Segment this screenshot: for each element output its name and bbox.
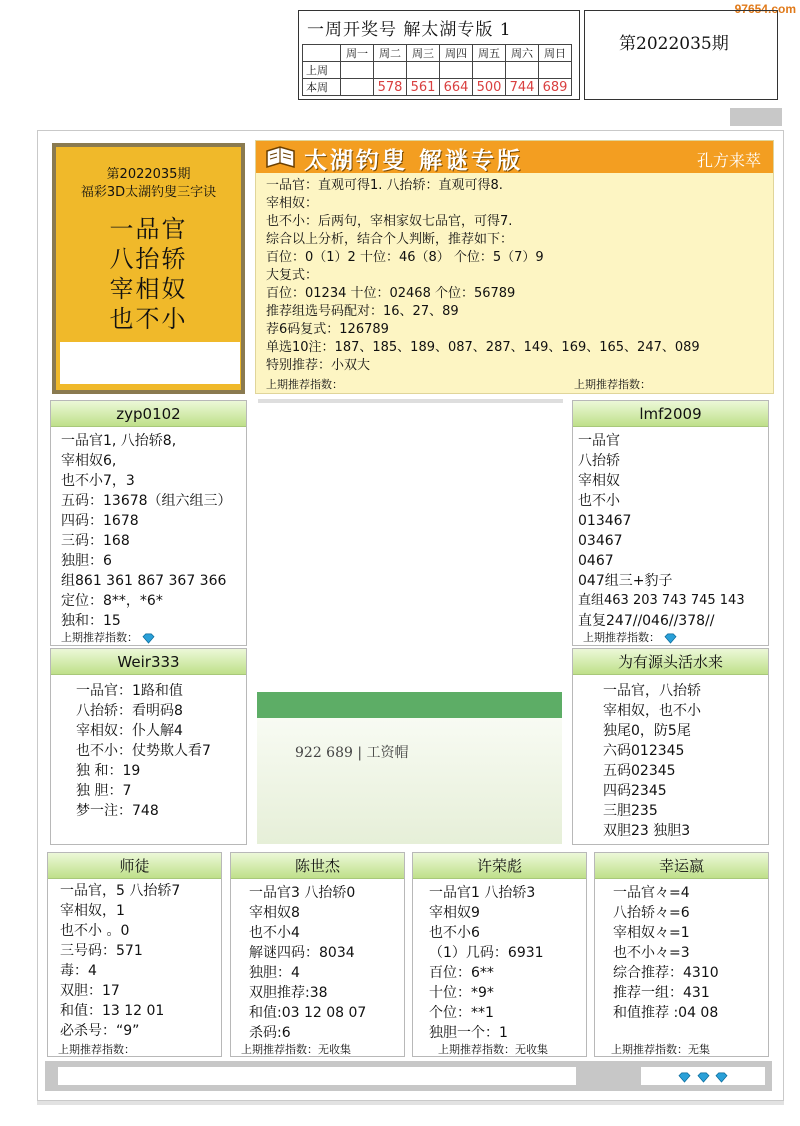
weekday-cell: 周五 [473, 45, 506, 62]
frame-bottom-strip [37, 1101, 784, 1105]
pick-line: 也不小 [578, 493, 620, 509]
pick-line: 十位：*9* [429, 985, 494, 1001]
draw-row-this-week [303, 79, 572, 96]
pick-line: 直复247//046//378// [578, 613, 715, 629]
weekly-draw-table-box [298, 10, 580, 100]
pick-line: 一品官1 八抬轿3 [429, 885, 536, 901]
panel-source: 孔方来萃 [696, 151, 761, 170]
pick-line: 和值推荐 :04 08 [613, 1005, 719, 1021]
draw-number [341, 62, 374, 79]
expert-box-source [572, 648, 769, 845]
bottom-rating [641, 1067, 765, 1085]
pick-line: 解谜四码：8034 [249, 945, 355, 961]
box-footer: 上期推荐指数：无集 [611, 1043, 710, 1056]
pick-line: 也不小6 [429, 925, 480, 941]
pick-line: 宰相奴 [578, 473, 620, 489]
weekday-cell: 周一 [341, 45, 374, 62]
pick-line: 宰相奴6, [61, 453, 117, 469]
panel-footer-right: 上期推荐指数： [574, 378, 651, 391]
pick-line: 推荐一组：431 [613, 985, 710, 1001]
pick-line: 四码2345 [603, 783, 667, 799]
center-green-bar [257, 692, 562, 718]
pick-line: 047组三+豹子 [578, 573, 673, 589]
analysis-line: 推荐组选号码配对：16、27、89 [266, 304, 459, 319]
draw-row-label: 本周 [303, 79, 341, 96]
expert-box-shitu [47, 852, 222, 1057]
pick-line: 一品官々=4 [613, 885, 690, 901]
pick-line: （1）几码：6931 [429, 945, 544, 961]
draw-number [473, 62, 506, 79]
gray-tab [730, 108, 782, 126]
weekday-cell: 周二 [374, 45, 407, 62]
card-period: 第2022035期 [106, 167, 191, 182]
riddle-card [52, 143, 245, 394]
pick-line: 三胆235 [603, 803, 658, 819]
pick-line: 和值:03 12 08 07 [249, 1005, 367, 1021]
analysis-line: 大复式： [266, 268, 319, 283]
bottom-bar [45, 1061, 772, 1091]
pick-line: 八抬轿々=6 [613, 905, 690, 921]
analysis-line: 百位：01234 十位：02468 个位：56789 [266, 286, 516, 301]
pick-line: 宰相奴：仆人解4 [76, 723, 183, 739]
pick-line: 百位：6** [429, 965, 494, 981]
pick-line: 五码：13678（组六组三） [61, 493, 232, 509]
expert-box-xing [594, 852, 769, 1057]
analysis-line: 一品官：直观可得1. 八抬轿：直观可得8. [266, 178, 503, 193]
analysis-line: 百位：0（1）2 十位：46（8） 个位：5（7）9 [266, 250, 544, 265]
pick-line: 独胆：6 [61, 553, 112, 569]
riddle-line: 一品官 [109, 215, 188, 243]
pick-line: 03467 [578, 533, 623, 549]
draw-number [506, 62, 539, 79]
pick-line: 双胆推荐:38 [249, 985, 328, 1001]
pick-line: 0467 [578, 553, 614, 569]
expert-name: 师徒 [48, 853, 221, 879]
bottom-bar-field [58, 1067, 576, 1085]
pick-line: 013467 [578, 513, 632, 529]
expert-picks [61, 431, 244, 631]
draw-header-row [303, 45, 572, 62]
center-divider [258, 399, 563, 403]
expert-name: 许荣彪 [413, 853, 586, 879]
pick-line: 一品官，八抬轿 [603, 683, 701, 699]
draw-number: 664 [440, 79, 473, 96]
box-footer: 上期推荐指数： [58, 1043, 135, 1056]
pick-line: 三号码：571 [60, 943, 143, 959]
riddle-line: 也不小 [109, 305, 188, 333]
riddle-line: 宰相奴 [109, 275, 188, 303]
pick-line: 宰相奴，也不小 [603, 703, 701, 719]
center-note-area [257, 718, 562, 844]
pick-line: 八抬轿：看明码8 [76, 703, 183, 719]
analysis-line: 综合以上分析，结合个人判断，推荐如下： [266, 232, 514, 247]
box-footer [583, 629, 677, 645]
draw-number [407, 62, 440, 79]
draw-number: 689 [539, 79, 572, 96]
pick-line: 直组463 203 743 745 143 [578, 593, 745, 608]
expert-name: lmf2009 [573, 401, 768, 427]
panel-footer-left: 上期推荐指数： [266, 378, 343, 391]
pick-line: 组861 361 867 367 366 [61, 573, 227, 589]
pick-line: 杀码:6 [249, 1025, 291, 1041]
diamond-icon [697, 1072, 710, 1083]
pick-line: 梦一注：748 [76, 803, 159, 819]
pick-line: 双胆：17 [60, 983, 120, 999]
pick-line: 独胆一个：1 [429, 1025, 508, 1041]
expert-name: 陈世杰 [231, 853, 404, 879]
expert-picks [578, 431, 766, 631]
draw-number: 500 [473, 79, 506, 96]
draw-number [374, 62, 407, 79]
diamond-icon [678, 1072, 691, 1083]
site-watermark: 97654.com [734, 2, 796, 16]
pick-line: 独胆：4 [249, 965, 300, 981]
pick-line: 独尾0，防5尾 [603, 723, 691, 739]
expert-name: zyp0102 [51, 401, 246, 427]
pick-line: 和值：13 12 01 [60, 1003, 165, 1019]
footer-label: 上期推荐指数： [583, 631, 660, 644]
pick-line: 必杀号：“9” [60, 1023, 140, 1039]
riddle-card-inner [56, 147, 241, 390]
pick-line: 也不小々=3 [613, 945, 690, 961]
pick-line: 一品官1, 八抬轿8, [61, 433, 177, 449]
pick-line: 宰相奴9 [429, 905, 480, 921]
pick-line: 八抬轿 [578, 453, 620, 469]
pick-line: 三码：168 [61, 533, 130, 549]
draw-corner-cell [303, 45, 341, 62]
book-icon [264, 143, 298, 171]
card-subtitle: 福彩3D太湖钓叟三字诀 [80, 185, 217, 200]
pick-line: 也不小：仗势欺人看7 [76, 743, 211, 759]
diamond-icon [664, 633, 677, 644]
pick-line: 双胆23 独胆3 [603, 823, 691, 839]
analysis-panel [255, 140, 774, 394]
weekday-cell: 周日 [539, 45, 572, 62]
expert-picks [603, 681, 766, 841]
card-white-patch [60, 342, 240, 384]
pick-line: 宰相奴8 [249, 905, 300, 921]
expert-picks [613, 883, 766, 1023]
period-box [584, 10, 778, 100]
expert-box-zyp0102 [50, 400, 247, 646]
draw-number [539, 62, 572, 79]
pick-line: 综合推荐：4310 [613, 965, 719, 981]
diamond-icon [142, 633, 155, 644]
weekday-cell: 周四 [440, 45, 473, 62]
pick-line: 也不小7，3 [61, 473, 135, 489]
riddle-line: 八抬轿 [109, 245, 188, 273]
diamond-icon [715, 1072, 728, 1083]
pick-line: 宰相奴々=1 [613, 925, 690, 941]
pick-line: 一品官 [578, 433, 620, 449]
expert-box-weir333 [50, 648, 247, 845]
period-number: 第2022035期 [619, 34, 729, 54]
pick-line: 五码02345 [603, 763, 676, 779]
expert-picks [60, 881, 219, 1041]
expert-name: 幸运嬴 [595, 853, 768, 879]
pick-line: 个位：**1 [429, 1005, 494, 1021]
draw-number: 578 [374, 79, 407, 96]
analysis-line: 荐6码复式：126789 [266, 322, 389, 337]
analysis-line: 宰相奴： [266, 196, 319, 211]
expert-picks [429, 883, 584, 1043]
draw-number: 561 [407, 79, 440, 96]
pick-line: 宰相奴，1 [60, 903, 125, 919]
draw-number [440, 62, 473, 79]
draw-table-title: 一周开奖号 解太湖专版 1 [307, 20, 512, 40]
weekday-cell: 周六 [506, 45, 539, 62]
expert-box-chen [230, 852, 405, 1057]
pick-line: 一品官3 八抬轿0 [249, 885, 356, 901]
weekday-cell: 周三 [407, 45, 440, 62]
expert-box-xu [412, 852, 587, 1057]
pick-line: 也不小4 [249, 925, 300, 941]
expert-box-lmf2009 [572, 400, 769, 646]
center-note-text: 922 689 | 工资帽 [295, 745, 409, 761]
pick-line: 独和：15 [61, 613, 121, 629]
expert-name: 为有源头活水来 [573, 649, 768, 675]
draw-number: 744 [506, 79, 539, 96]
draw-row-last-week [303, 62, 572, 79]
box-footer [61, 629, 155, 645]
box-footer: 上期推荐指数：无收集 [438, 1043, 548, 1056]
expert-picks [249, 883, 402, 1043]
pick-line: 四码：1678 [61, 513, 139, 529]
analysis-line: 单选10注：187、185、189、087、287、149、169、165、247、089 [266, 340, 700, 355]
pick-line: 独 和：19 [76, 763, 141, 779]
pick-line: 一品官，5 八抬轿7 [60, 883, 181, 899]
analysis-line: 也不小：后两句，宰相家奴七品官，可得7. [266, 214, 513, 229]
panel-header [256, 141, 773, 173]
draw-row-label: 上周 [303, 62, 341, 79]
pick-line: 也不小 。0 [60, 923, 130, 939]
pick-line: 六码012345 [603, 743, 685, 759]
expert-name: Weir333 [51, 649, 246, 675]
pick-line: 毒：4 [60, 963, 97, 979]
box-footer: 上期推荐指数：无收集 [241, 1043, 351, 1056]
draw-number [341, 79, 374, 96]
analysis-line: 特别推荐：小双大 [266, 358, 371, 373]
pick-line: 一品官：1路和值 [76, 683, 183, 699]
panel-title: 太湖钓叟 解谜专版 [304, 147, 524, 174]
draw-table [302, 44, 572, 96]
footer-label: 上期推荐指数： [61, 631, 138, 644]
expert-picks [76, 681, 244, 821]
pick-line: 定位：8**，*6* [61, 593, 163, 609]
pick-line: 独 胆：7 [76, 783, 132, 799]
